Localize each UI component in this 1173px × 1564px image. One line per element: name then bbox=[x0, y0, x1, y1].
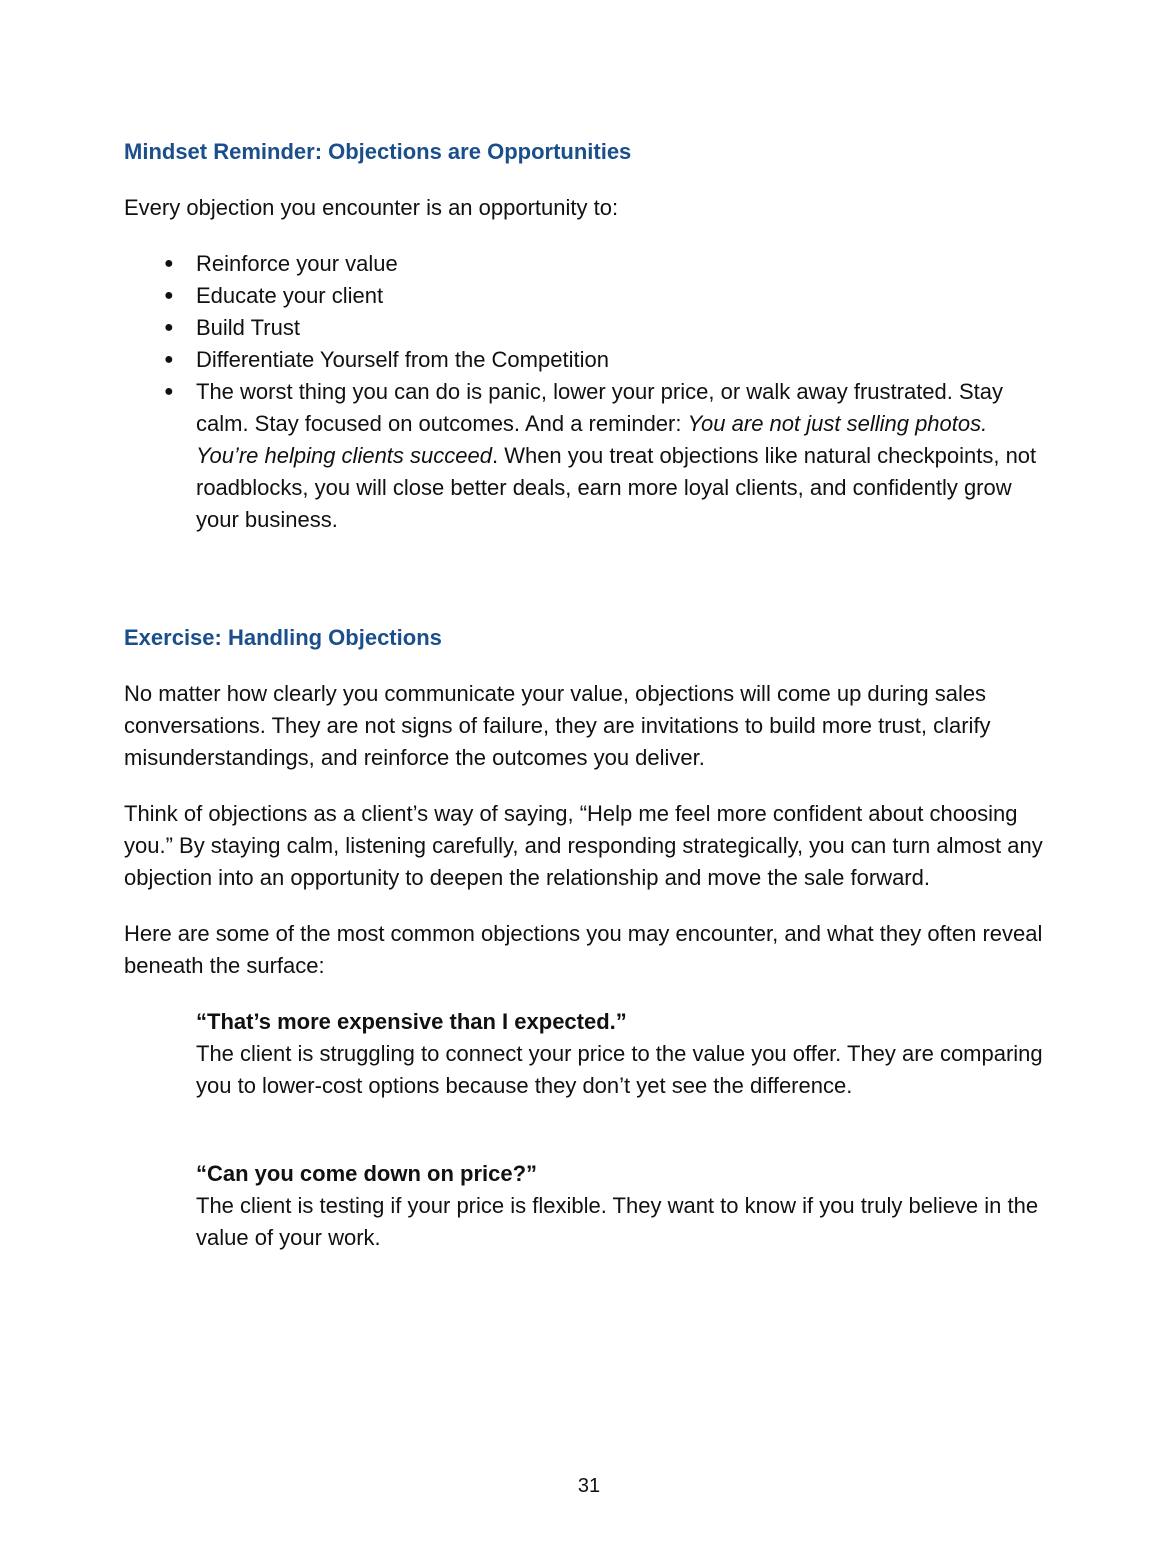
page-content bbox=[124, 136, 1044, 1254]
bullet-icon: ● bbox=[164, 319, 174, 336]
list-item bbox=[124, 312, 1044, 344]
opportunity-list bbox=[124, 248, 1044, 536]
bullet-icon: ● bbox=[164, 383, 174, 400]
bullet-icon: ● bbox=[164, 255, 174, 272]
list-item-text: Build Trust bbox=[196, 315, 300, 340]
reminder-text-end: . When you treat objections like natural checkpoints, not roadblocks, you will close better deals, earn more loyal clients, and confidently grow your business. bbox=[196, 443, 1037, 532]
list-item-reminder bbox=[124, 376, 1044, 536]
list-item-text: Differentiate Yourself from the Competition bbox=[196, 347, 609, 372]
list-item bbox=[124, 280, 1044, 312]
list-item bbox=[124, 344, 1044, 376]
exercise-paragraph-1: No matter how clearly you communicate your value, objections will come up during sales conversations. They are not signs of failure, they are invitations to build more trust, clarify misunderstandings, and reinforce the outcomes you deliver. bbox=[124, 681, 991, 770]
objection-block bbox=[196, 1158, 1044, 1254]
reminder-text-start: The worst thing you can do is panic, lower your price, or walk away frustrated. Stay calm. Stay focused on outcomes. And a reminder: bbox=[196, 379, 1004, 436]
objection-quote: “That’s more expensive than I expected.” bbox=[196, 1009, 627, 1034]
reminder-italic: You are not just selling photos. You’re helping clients succeed bbox=[196, 411, 988, 468]
list-item bbox=[124, 248, 1044, 280]
objection-description: The client is struggling to connect your price to the value you offer. They are comparing you to lower-cost options because they don’t yet see the difference. bbox=[196, 1041, 1043, 1098]
list-item-text: Educate your client bbox=[196, 283, 384, 308]
mindset-intro: Every objection you encounter is an opportunity to: bbox=[124, 195, 619, 220]
objection-block bbox=[196, 1006, 1044, 1102]
bullet-icon: ● bbox=[164, 351, 174, 368]
exercise-paragraph-2: Think of objections as a client’s way of saying, “Help me feel more confident about choosing you.” By staying calm, listening carefully, and responding strategically, you can turn almost any objection into an opportunity to deepen the relationship and move the sale forward. bbox=[124, 801, 1043, 890]
bullet-icon: ● bbox=[164, 287, 174, 304]
exercise-paragraph-3: Here are some of the most common objections you may encounter, and what they often reveal beneath the surface: bbox=[124, 921, 1043, 978]
exercise-heading: Exercise: Handling Objections bbox=[124, 625, 442, 650]
objection-quote: “Can you come down on price?” bbox=[196, 1161, 538, 1186]
list-item-text: Reinforce your value bbox=[196, 251, 398, 276]
page-number: 31 bbox=[577, 1475, 601, 1497]
objection-description: The client is testing if your price is flexible. They want to know if you truly believe in the value of your work. bbox=[196, 1193, 1039, 1250]
mindset-heading: Mindset Reminder: Objections are Opportunities bbox=[124, 139, 632, 164]
